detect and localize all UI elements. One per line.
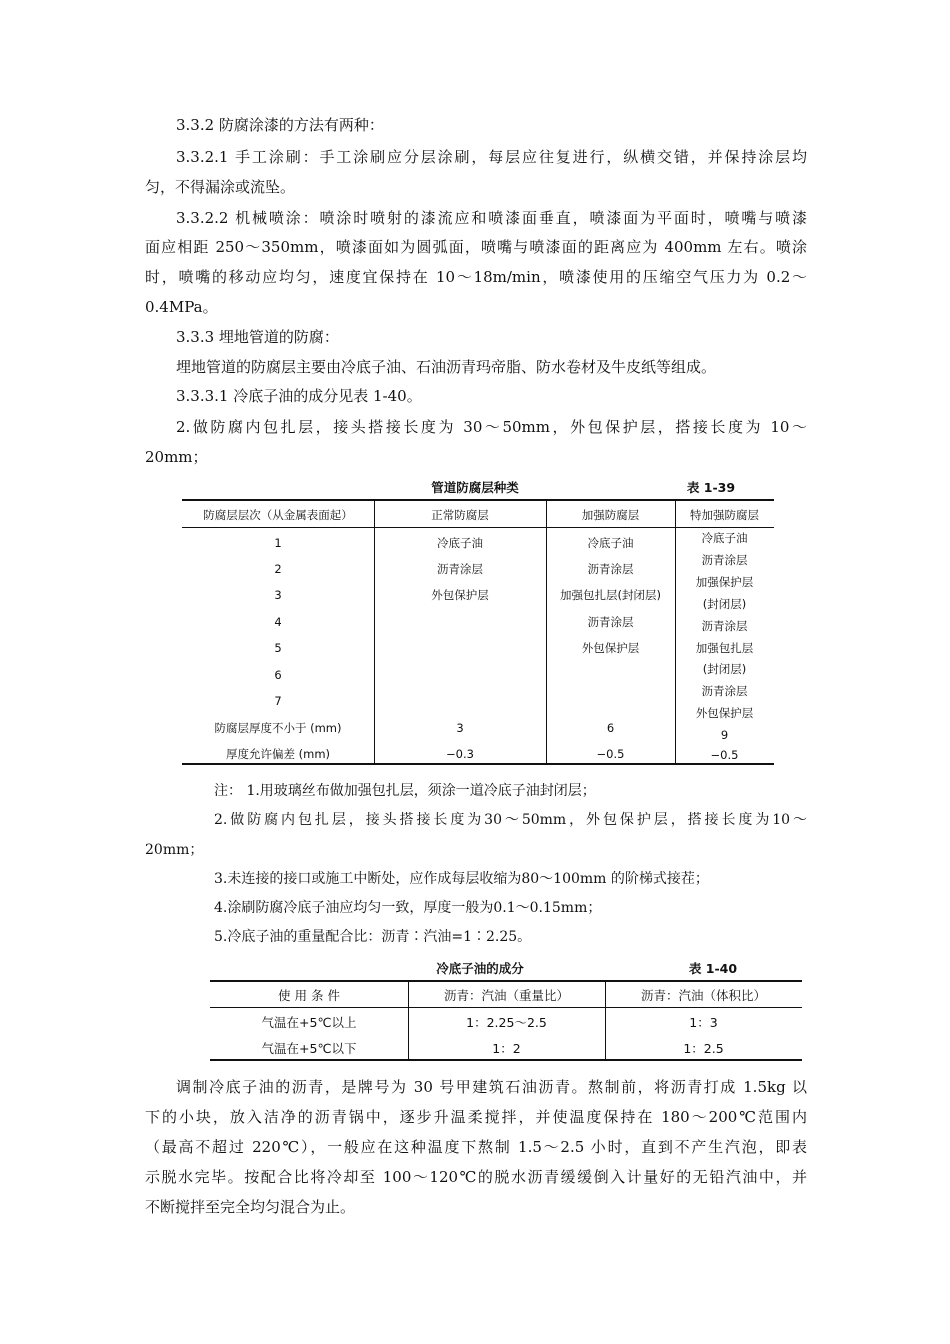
table-cell: 沥青涂层 [701,553,748,567]
table-cell: −0.5 [710,748,739,762]
table-cell: 沥青涂层 [701,619,748,633]
paragraph-3-3-2-1-line2: 匀，不得漏涂或流坠。 [145,178,296,196]
paragraph-3-3-2-2-line4: 0.4MPa。 [145,298,218,316]
closing-line5: 不断搅拌至完全均匀混合为止。 [145,1198,356,1216]
table-1-40-number: 表 1-40 [688,961,738,976]
table-rule [182,763,774,765]
table-1-39-number: 表 1-39 [686,480,736,495]
table-cell: 3 [456,721,464,735]
paragraph-item2-line1: 2.做防腐内包扎层，接头搭接长度为 30～50mm，外包保护层，搭接长度为 10～ [176,418,807,436]
closing-line1: 调制冷底子油的沥青，是牌号为 30 号甲建筑石油沥青。熬制前，将沥青打成 1.5kg 以 [176,1078,807,1096]
table-cell: (封闭层) [702,597,747,611]
closing-line2: 下的小块，放入洁净的沥青锅中，逐步升温柔搅拌，并使温度保持在 180～200℃范围内 [145,1108,807,1126]
table-cell: 7 [274,694,282,708]
table-cell: −0.5 [596,747,625,761]
table-cell: 1 [274,536,282,550]
table-1-40-title: 冷底子油的成分 [436,961,524,976]
table-1-39-title: 管道防腐层种类 [431,480,519,495]
table-cell: 外包保护层 [695,706,754,720]
table-rule [210,1059,802,1061]
table-cell: 1：2.25～2.5 [466,1015,547,1030]
table-header: 加强防腐层 [581,508,640,522]
note-5: 5.冷底子油的重量配合比：沥青∶汽油=1∶2.25。 [214,929,532,945]
table-cell: 3 [274,588,282,602]
paragraph-3-3-3-1: 3.3.3.1 冷底子油的成分见表 1-40。 [176,387,422,405]
paragraph-3-3-2-2-line2: 面应相距 250～350mm，喷漆面如为圆弧面，喷嘴与喷漆面的距离应为 400mm 左右。喷涂 [145,238,807,256]
table-cell: 冷底子油 [701,531,748,545]
closing-line4: 示脱水完毕。按配合比将冷却至 100～120℃的脱水沥青缓缓倒入计量好的无铅汽油中，并 [145,1168,807,1186]
table-cell: 1：2.5 [683,1041,724,1056]
table-cell: 气温在+5℃以上 [261,1015,357,1030]
table-cell: 6 [606,721,615,735]
table-cell: 1：2 [492,1041,521,1056]
note-1: 注： 1.用玻璃丝布做加强包扎层，须涂一道冷底子油封闭层； [214,783,596,799]
table-cell: (封闭层) [702,662,747,676]
table-rule [210,1007,802,1008]
table-cell: 加强保护层 [695,575,754,589]
table-cell: 2 [274,562,282,576]
paragraph-3-3-2: 3.3.2 防腐涂漆的方法有两种： [176,116,384,134]
paragraph-3-3-3: 3.3.3 埋地管道的防腐： [176,328,339,346]
table-cell: 外包保护层 [431,588,489,602]
table-cell: 沥青涂层 [437,562,483,576]
table-header: 沥青：汽油（重量比） [443,988,569,1003]
table-cell: 沥青涂层 [587,562,634,576]
table-cell: 1：3 [689,1015,718,1030]
table-cell: 沥青涂层 [701,684,748,698]
table-rule [182,527,774,528]
paragraph-3-3-2-2-line3: 时，喷嘴的移动应均匀，速度宜保持在 10～18m/min，喷漆使用的压缩空气压力为 0.2～ [145,268,807,286]
table-cell: 厚度允许偏差 (mm) [225,747,331,761]
table-header: 使 用 条 件 [278,988,340,1003]
table-header: 正常防腐层 [431,508,489,522]
table-cell: 5 [274,641,282,655]
table-rule [210,980,802,982]
note-4: 4.涂刷防腐冷底子油应均匀一致，厚度一般为0.1～0.15mm； [214,900,602,916]
table-cell: 沥青涂层 [587,615,634,629]
table-cell: 外包保护层 [581,641,640,655]
table-cell: 气温在+5℃以下 [261,1041,357,1056]
table-cell: 加强包扎层 [695,641,754,655]
table-cell: 冷底子油 [587,536,634,550]
table-cell: 6 [274,668,282,682]
paragraph-buried-pipe: 埋地管道的防腐层主要由冷底子油、石油沥青玛帝脂、防水卷材及牛皮纸等组成。 [176,358,717,376]
table-cell: 加强包扎层(封闭层) [560,588,661,602]
paragraph-3-3-2-1-line1: 3.3.2.1 手工涂刷：手工涂刷应分层涂刷，每层应往复进行，纵横交错，并保持涂层均 [176,148,807,166]
table-header: 防腐层层次（从金属表面起） [203,508,353,522]
closing-line3: （最高不超过 220℃），一般应在这种温度下熬制 1.5～2.5 小时，直到不产生汽泡，即表 [145,1138,807,1156]
table-header: 沥青：汽油（体积比） [640,988,766,1003]
table-cell: 冷底子油 [437,536,483,550]
note-2-line1: 2.做防腐内包扎层，接头搭接长度为30～50mm，外包保护层，搭接长度为10～ [214,812,807,828]
note-3: 3.未连接的接口或施工中断处，应作成每层收缩为80～100mm 的阶梯式接茬； [214,871,709,887]
note-2-line2: 20mm； [145,842,204,858]
paragraph-item2-line2: 20mm； [145,448,208,466]
table-cell: 4 [274,615,282,629]
table-header: 特加强防腐层 [690,508,759,522]
table-cell: 9 [720,728,729,742]
table-cell: −0.3 [446,747,474,761]
paragraph-3-3-2-2-line1: 3.3.2.2 机械喷涂：喷涂时喷射的漆流应和喷漆面垂直，喷漆面为平面时，喷嘴与喷漆 [176,209,807,227]
table-rule [182,499,774,501]
table-cell: 防腐层厚度不小于 (mm) [214,721,342,735]
